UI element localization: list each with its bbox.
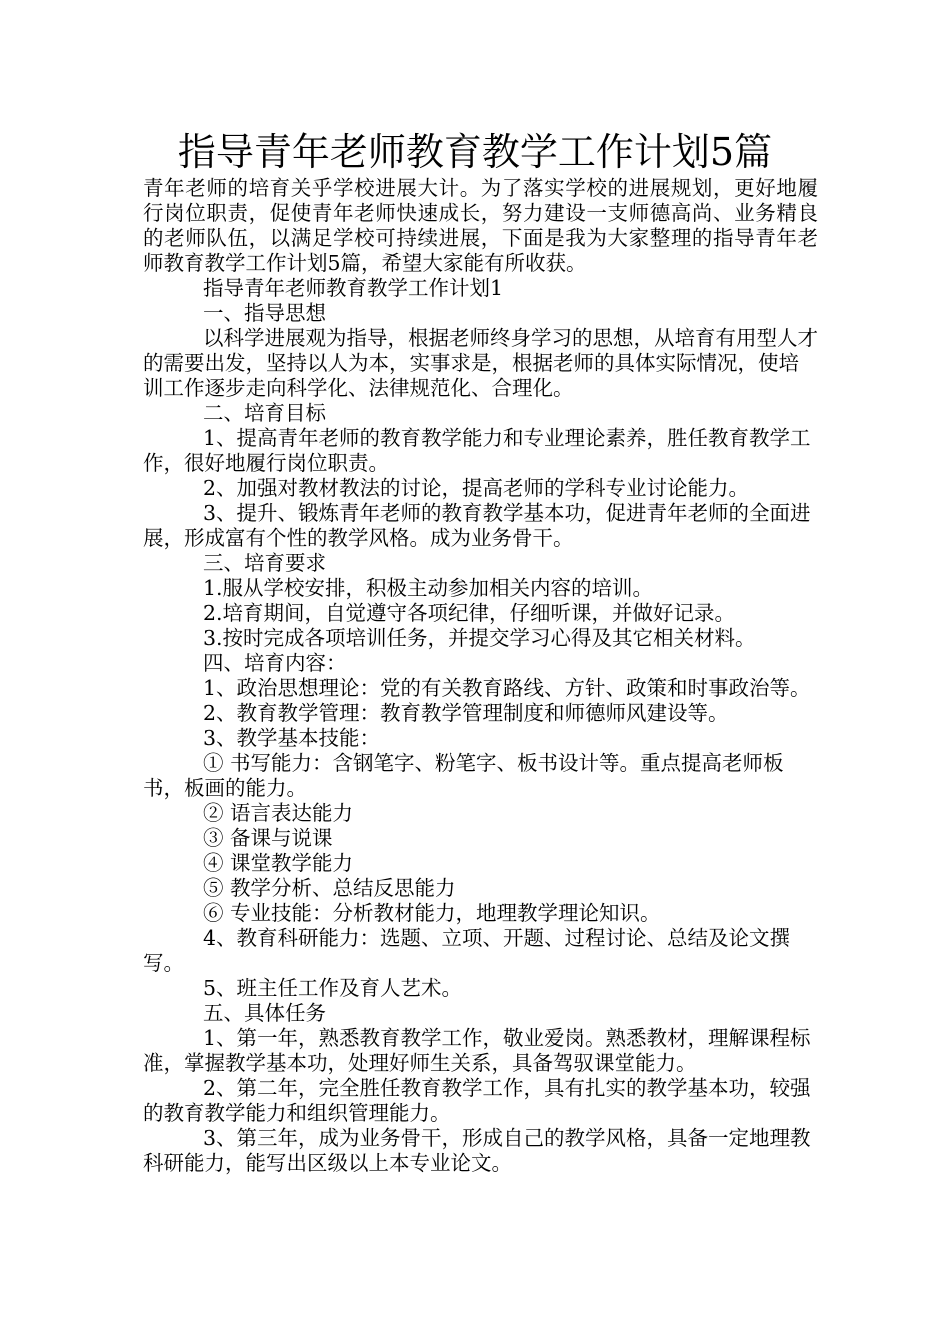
task-item-1: 1、第一年，熟悉教育教学工作，敬业爱岗。熟悉教材，理解课程标准，掌握教学基本功，处理好师生关系，具备驾驭课堂能力。	[143, 1026, 811, 1075]
goal-item-3: 3、提升、锻炼青年老师的教育教学基本功，促进青年老师的全面进展，形成富有个性的教学风格。成为业务骨干。	[143, 501, 811, 550]
heading-training-content: 四、培育内容：	[203, 651, 347, 675]
content-item-5: 5、班主任工作及育人艺术。	[203, 976, 463, 1000]
content-item-1: 1、政治思想理论：党的有关教育路线、方针、政策和时事政治等。	[203, 676, 811, 700]
skill-item-3: ③ 备课与说课	[203, 826, 333, 850]
section-heading-plan-1: 指导青年老师教育教学工作计划1	[203, 276, 504, 300]
document-body	[143, 176, 818, 1176]
requirement-item-2: 2.培育期间，自觉遵守各项纪律，仔细听课，并做好记录。	[203, 601, 736, 625]
skill-item-1: ① 书写能力：含钢笔字、粉笔字、板书设计等。重点提高老师板书，板画的能力。	[143, 751, 784, 800]
task-item-2: 2、第二年，完全胜任教育教学工作，具有扎实的教学基本功，较强的教育教学能力和组织管理能力。	[143, 1076, 811, 1125]
requirement-item-1: 1.服从学校安排，积极主动参加相关内容的培训。	[203, 576, 654, 600]
content-item-3: 3、教学基本技能：	[203, 726, 381, 750]
goal-item-2: 2、加强对教材教法的讨论，提高老师的学科专业讨论能力。	[203, 476, 750, 500]
document-title: 指导青年老师教育教学工作计划5篇	[177, 130, 773, 174]
skill-item-6: ⑥ 专业技能：分析教材能力，地理教学理论知识。	[203, 901, 661, 925]
task-item-3: 3、第三年，成为业务骨干，形成自己的教学风格，具备一定地理教科研能力，能写出区级以上本专业论文。	[143, 1126, 811, 1175]
skill-item-5: ⑤ 教学分析、总结反思能力	[203, 876, 456, 900]
skill-item-2: ② 语言表达能力	[203, 801, 354, 825]
heading-training-requirements: 三、培育要求	[203, 551, 326, 575]
goal-item-1: 1、提高青年老师的教育教学能力和专业理论素养，胜任教育教学工作，很好地履行岗位职责。	[143, 426, 811, 475]
skill-item-4: ④ 课堂教学能力	[203, 851, 354, 875]
requirement-item-3: 3.按时完成各项培训任务，并提交学习心得及其它相关材料。	[203, 626, 756, 650]
intro-paragraph: 青年老师的培育关乎学校进展大计。为了落实学校的进展规划，更好地履行岗位职责，促使青年老师快速成长，努力建设一支师德高尚、业务精良的老师队伍，以满足学校可持续进展，下面是我为大家整理的指导青年老师教育教学工作计划5篇，希望大家能有所收获。	[143, 176, 818, 275]
content-item-4: 4、教育科研能力：选题、立项、开题、过程讨论、总结及论文撰写。	[143, 926, 791, 975]
heading-specific-tasks: 五、具体任务	[203, 1001, 326, 1025]
content-item-2: 2、教育教学管理：教育教学管理制度和师德师风建设等。	[203, 701, 729, 725]
paragraph-guiding-ideology: 以科学进展观为指导，根据老师终身学习的思想，从培育有用型人才的需要出发，坚持以人为本，实事求是，根据老师的具体实际情况，使培训工作逐步走向科学化、法律规范化、合理化。	[143, 326, 818, 400]
heading-guiding-ideology: 一、指导思想	[203, 301, 326, 325]
heading-training-goals: 二、培育目标	[203, 401, 326, 425]
